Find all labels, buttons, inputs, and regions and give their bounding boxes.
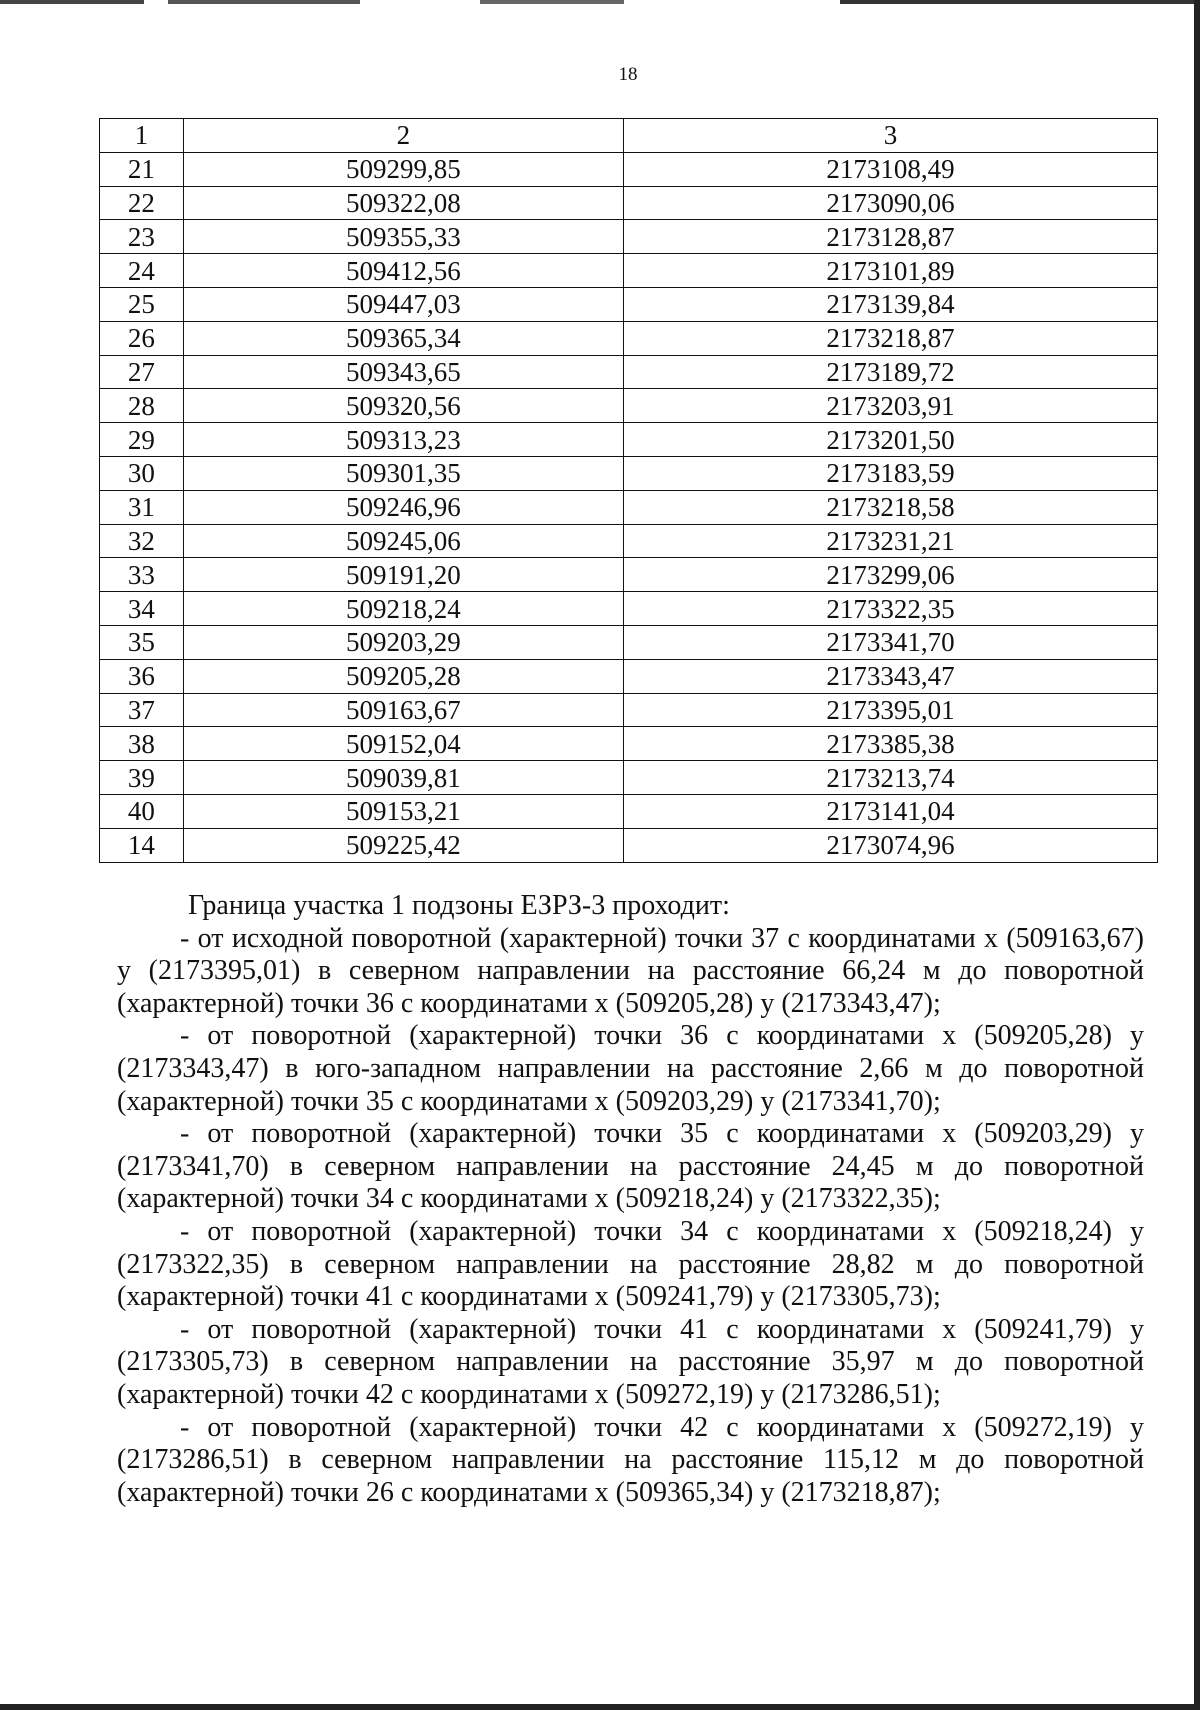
- scan-edge-top: [0, 0, 1200, 4]
- scan-edge-right: [1194, 0, 1200, 1710]
- x-coordinate-cell: 509205,28: [183, 659, 623, 693]
- table-row: [100, 423, 1158, 457]
- y-coordinate-cell: 2173299,06: [624, 558, 1158, 592]
- table-row: [100, 389, 1158, 423]
- table-row: [100, 761, 1158, 795]
- point-number-cell: 28: [100, 389, 184, 423]
- boundary-segment: - от поворотной (характерной) точки 35 с координатами x (509203,29) y (2173341,70) в северном направлении на расстояние 24,45 м до поворотной (характерной) точки 34 с координатами x (509218,24) y (2173322,35);: [117, 1118, 1144, 1215]
- coordinates-table: [99, 118, 1158, 863]
- x-coordinate-cell: 509191,20: [183, 558, 623, 592]
- x-coordinate-cell: 509246,96: [183, 490, 623, 524]
- column-header-number: 1: [100, 119, 184, 153]
- y-coordinate-cell: 2173343,47: [624, 659, 1158, 693]
- column-header-y: 3: [624, 119, 1158, 153]
- y-coordinate-cell: 2173231,21: [624, 524, 1158, 558]
- y-coordinate-cell: 2173090,06: [624, 186, 1158, 220]
- point-number-cell: 35: [100, 625, 184, 659]
- table-row: [100, 693, 1158, 727]
- point-number-cell: 14: [100, 828, 184, 862]
- y-coordinate-cell: 2173189,72: [624, 355, 1158, 389]
- boundary-segment: - от поворотной (характерной) точки 41 с координатами x (509241,79) y (2173305,73) в северном направлении на расстояние 35,97 м до поворотной (характерной) точки 42 с координатами x (509272,19) y (2173286,51);: [117, 1313, 1144, 1410]
- x-coordinate-cell: 509225,42: [183, 828, 623, 862]
- y-coordinate-cell: 2173395,01: [624, 693, 1158, 727]
- x-coordinate-cell: 509153,21: [183, 794, 623, 828]
- table-row: [100, 625, 1158, 659]
- point-number-cell: 40: [100, 794, 184, 828]
- y-coordinate-cell: 2173218,87: [624, 321, 1158, 355]
- y-coordinate-cell: 2173218,58: [624, 490, 1158, 524]
- y-coordinate-cell: 2173341,70: [624, 625, 1158, 659]
- table-row: [100, 490, 1158, 524]
- point-number-cell: 30: [100, 456, 184, 490]
- page-number: 18: [618, 64, 638, 85]
- y-coordinate-cell: 2173128,87: [624, 220, 1158, 254]
- y-coordinate-cell: 2173183,59: [624, 456, 1158, 490]
- point-number-cell: 25: [100, 287, 184, 321]
- point-number-cell: 38: [100, 727, 184, 761]
- table-row: [100, 727, 1158, 761]
- table-row: [100, 794, 1158, 828]
- point-number-cell: 22: [100, 186, 184, 220]
- point-number-cell: 26: [100, 321, 184, 355]
- table-row: [100, 828, 1158, 862]
- boundary-description: [117, 890, 1144, 1509]
- point-number-cell: 21: [100, 152, 184, 186]
- table-row: [100, 152, 1158, 186]
- point-number-cell: 24: [100, 254, 184, 288]
- x-coordinate-cell: 509313,23: [183, 423, 623, 457]
- point-number-cell: 29: [100, 423, 184, 457]
- table-row: [100, 659, 1158, 693]
- point-number-cell: 39: [100, 761, 184, 795]
- x-coordinate-cell: 509447,03: [183, 287, 623, 321]
- x-coordinate-cell: 509301,35: [183, 456, 623, 490]
- point-number-cell: 33: [100, 558, 184, 592]
- x-coordinate-cell: 509343,65: [183, 355, 623, 389]
- boundary-segment: - от поворотной (характерной) точки 36 с координатами x (509205,28) y (2173343,47) в юго-западном направлении на расстояние 2,66 м до поворотной (характерной) точки 35 с координатами x (509203,29) y (2173341,70);: [117, 1020, 1144, 1117]
- table-row: [100, 524, 1158, 558]
- table-row: [100, 220, 1158, 254]
- point-number-cell: 34: [100, 592, 184, 626]
- y-coordinate-cell: 2173108,49: [624, 152, 1158, 186]
- boundary-intro: Граница участка 1 подзоны ЕЗРЗ-3 проходит:: [188, 890, 730, 921]
- table-row: [100, 254, 1158, 288]
- x-coordinate-cell: 509412,56: [183, 254, 623, 288]
- boundary-segment: - от поворотной (характерной) точки 42 с координатами x (509272,19) y (2173286,51) в северном направлении на расстояние 115,12 м до поворотной (характерной) точки 26 с координатами x (509365,34) y (2173218,87);: [117, 1411, 1144, 1508]
- y-coordinate-cell: 2173203,91: [624, 389, 1158, 423]
- point-number-cell: 31: [100, 490, 184, 524]
- table-row: [100, 456, 1158, 490]
- x-coordinate-cell: 509355,33: [183, 220, 623, 254]
- column-header-x: 2: [183, 119, 623, 153]
- scan-edge-bottom: [0, 1704, 1200, 1710]
- y-coordinate-cell: 2173322,35: [624, 592, 1158, 626]
- y-coordinate-cell: 2173101,89: [624, 254, 1158, 288]
- point-number-cell: 36: [100, 659, 184, 693]
- point-number-cell: 23: [100, 220, 184, 254]
- x-coordinate-cell: 509152,04: [183, 727, 623, 761]
- y-coordinate-cell: 2173385,38: [624, 727, 1158, 761]
- table-row: [100, 287, 1158, 321]
- x-coordinate-cell: 509365,34: [183, 321, 623, 355]
- coordinates-table-body: [100, 119, 1158, 863]
- boundary-segment: - от исходной поворотной (характерной) точки 37 с координатами x (509163,67) y (2173395,01) в северном направлении на расстояние 66,24 м до поворотной (характерной) точки 36 с координатами x (509205,28) y (2173343,47);: [117, 922, 1144, 1019]
- table-row: [100, 321, 1158, 355]
- y-coordinate-cell: 2173139,84: [624, 287, 1158, 321]
- x-coordinate-cell: 509163,67: [183, 693, 623, 727]
- point-number-cell: 32: [100, 524, 184, 558]
- x-coordinate-cell: 509299,85: [183, 152, 623, 186]
- point-number-cell: 37: [100, 693, 184, 727]
- x-coordinate-cell: 509218,24: [183, 592, 623, 626]
- y-coordinate-cell: 2173141,04: [624, 794, 1158, 828]
- x-coordinate-cell: 509320,56: [183, 389, 623, 423]
- x-coordinate-cell: 509245,06: [183, 524, 623, 558]
- x-coordinate-cell: 509203,29: [183, 625, 623, 659]
- x-coordinate-cell: 509322,08: [183, 186, 623, 220]
- table-header-row: [100, 119, 1158, 153]
- y-coordinate-cell: 2173074,96: [624, 828, 1158, 862]
- table-row: [100, 355, 1158, 389]
- boundary-segment: - от поворотной (характерной) точки 34 с координатами x (509218,24) y (2173322,35) в северном направлении на расстояние 28,82 м до поворотной (характерной) точки 41 с координатами x (509241,79) y (2173305,73);: [117, 1215, 1144, 1313]
- x-coordinate-cell: 509039,81: [183, 761, 623, 795]
- y-coordinate-cell: 2173213,74: [624, 761, 1158, 795]
- table-row: [100, 558, 1158, 592]
- point-number-cell: 27: [100, 355, 184, 389]
- table-row: [100, 592, 1158, 626]
- y-coordinate-cell: 2173201,50: [624, 423, 1158, 457]
- table-row: [100, 186, 1158, 220]
